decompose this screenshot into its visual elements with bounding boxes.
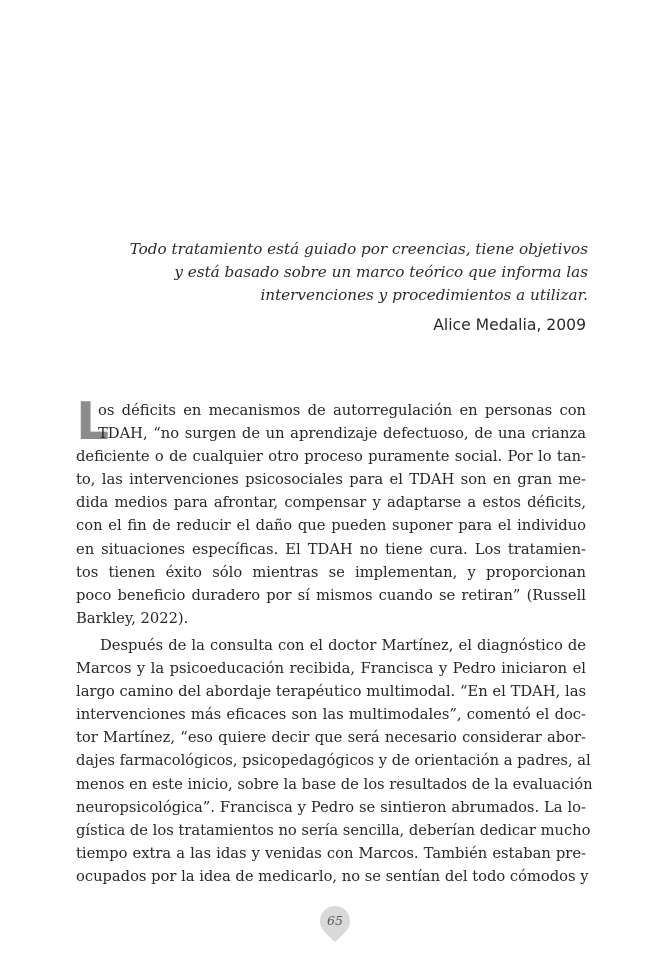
paragraph-line: ocupados por la idea de medicarlo, no se sentían del todo cómodos y (76, 867, 589, 885)
paragraph-line: deficiente o de cualquier otro proceso puramente social. Por lo tan- (76, 448, 586, 466)
epigraph-line: intervenciones y procedimientos a utilizar. (260, 286, 588, 305)
paragraph-line: Después de la consulta con el doctor Martínez, el diagnóstico de (100, 637, 586, 654)
epigraph-line: y está basado sobre un marco teórico que informa las (174, 263, 588, 282)
paragraph-line: os déficits en mecanismos de autorregulación en personas con (98, 402, 586, 419)
paragraph-line: largo camino del abordaje terapéutico multimodal. “En el TDAH, las (76, 683, 586, 701)
paragraph-line: dida medios para afrontar, compensar y adaptarse a estos déficits, (76, 494, 586, 512)
paragraph-line: Marcos y la psicoeducación recibida, Francisca y Pedro iniciaron el (76, 660, 586, 678)
paragraph-line: Barkley, 2022). (76, 609, 189, 627)
paragraph-1 (76, 392, 586, 630)
paragraph-line: en situaciones específicas. El TDAH no tiene cura. Los tratamien- (76, 540, 586, 558)
epigraph-quote (100, 238, 588, 308)
paragraph-2 (76, 634, 593, 888)
paragraph-line: con el fin de reducir el daño que pueden suponer para el individuo (76, 517, 586, 535)
paragraph-line: menos en este inicio, sobre la base de los resultados de la evaluación (76, 775, 593, 793)
page-number: 65 (327, 913, 343, 928)
epigraph-attribution: Alice Medalia, 2009 (433, 316, 586, 334)
paragraph-line: poco beneficio duradero por sí mismos cuando se retiran” (Russell (76, 586, 586, 604)
paragraph-line: tiempo extra a las idas y venidas con Marcos. También estaban pre- (76, 844, 586, 862)
paragraph-line: tor Martínez, “eso quiere decir que será necesario considerar abor- (76, 729, 586, 747)
paragraph-line: gística de los tratamientos no sería sencilla, deberían dedicar mucho (76, 821, 591, 839)
paragraph-line: TDAH, “no surgen de un aprendizaje defectuoso, de una crianza (98, 425, 586, 443)
paragraph-line: dajes farmacológicos, psicopedagógicos y de orientación a padres, al (76, 752, 591, 770)
paragraph-line: intervenciones más eficaces son las multimodales”, comentó el doc- (76, 706, 586, 724)
drop-cap: L (76, 392, 110, 452)
paragraph-line: neuropsicológica”. Francisca y Pedro se sintieron abrumados. La lo- (76, 798, 586, 816)
paragraph-line: tos tienen éxito sólo mientras se implementan, y proporcionan (76, 563, 586, 581)
paragraph-line: to, las intervenciones psicosociales para el TDAH son en gran me- (76, 471, 586, 489)
epigraph-line: Todo tratamiento está guiado por creencias, tiene objetivos (129, 240, 588, 258)
